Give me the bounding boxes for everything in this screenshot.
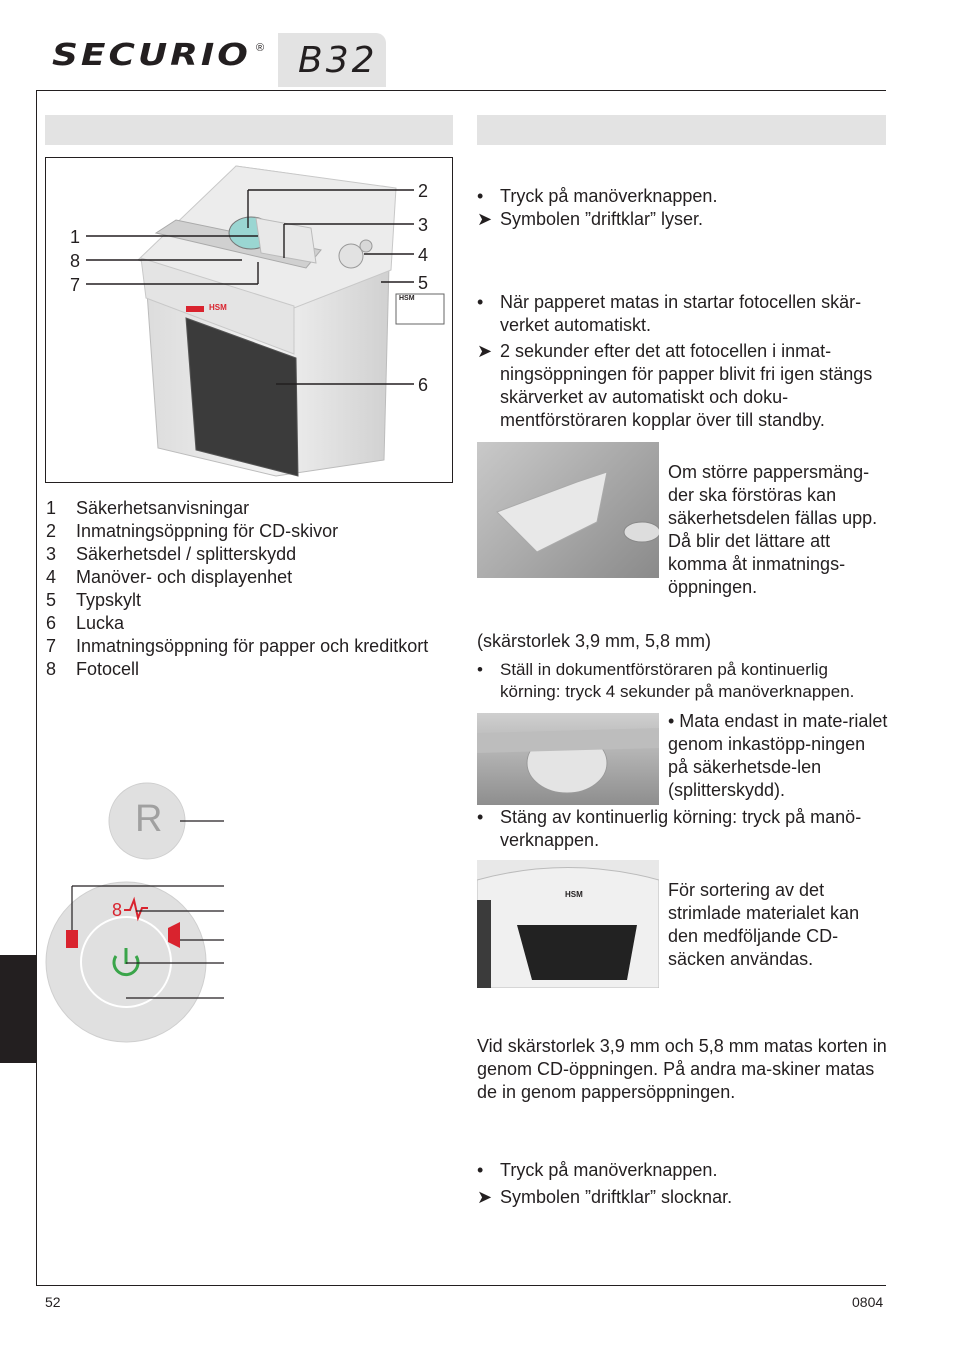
result-text: Symbolen ”driftklar” slocknar. — [500, 1187, 733, 1207]
cd-bag-photo — [477, 860, 659, 988]
step-text: Ställ in dokumentförstöraren på kontinuerlig körning: tryck 4 sekunder på manöverknappen. — [500, 660, 855, 701]
legend-item: 2 Inmatningsöppning för CD-skivor — [46, 521, 339, 541]
overload-icon: 8 — [112, 900, 123, 920]
page-number: 52 — [45, 1294, 61, 1310]
doc-code: 0804 — [852, 1294, 884, 1310]
step-text: Tryck på manöverknappen. — [500, 1160, 718, 1180]
splitter-guard-photo — [477, 713, 659, 805]
chapter-tab — [0, 955, 36, 1063]
legend-item: 6 Lucka — [46, 613, 125, 633]
cd-heading: (skärstorlek 3,9 mm, 5,8 mm) — [477, 631, 712, 651]
bottom-rule — [36, 1285, 886, 1286]
step-text: Stäng av kontinuerlig körning: tryck på manö-verknappen. — [500, 807, 862, 850]
cd-bag-illustration — [477, 860, 659, 988]
switch-off-steps: • Tryck på manöverknappen. ➤ Symbolen ”driftklar” slocknar. — [477, 1160, 733, 1207]
callout-5: 5 — [418, 273, 429, 293]
legend-item: 1 Säkerhetsanvisningar — [46, 498, 250, 518]
continuous-mode-step: • Ställ in dokumentförstöraren på kontinuerlig körning: tryck 4 sekunder på manöverknappen. — [477, 659, 887, 703]
legend-item: 4 Manöver- och displayenhet — [46, 567, 293, 587]
legend-item: 7 Inmatningsöppning för papper och kreditkort — [46, 636, 429, 656]
model-name: B32 — [298, 40, 378, 81]
machine-logo: HSM — [209, 303, 227, 312]
result-text: 2 sekunder efter det att fotocellen i inmat-ningsöppningen för papper blivit fri igen stängs skärverket av automatiskt och doku-mentförstöraren kopplar över till standby. — [500, 341, 873, 430]
legend-item: 3 Säkerhetsdel / splitterskydd — [46, 544, 297, 564]
switch-on-steps: • Tryck på manöverknappen. ➤ Symbolen ”driftklar” lyser. — [477, 186, 718, 229]
legend-item: 5 Typskylt — [46, 590, 142, 610]
result-text: Symbolen ”driftklar” lyser. — [500, 209, 704, 229]
callout-2: 2 — [418, 181, 429, 201]
safety-part-photo — [477, 442, 659, 578]
callout-6: 6 — [418, 375, 429, 395]
parts-legend — [46, 497, 428, 681]
large-amount-text: Om större pappersmäng-der ska förstöras kan säkerhetsdelen fällas upp. Då blir det lättare att komma åt inmatnings-öppningen. — [668, 462, 878, 597]
brand-logo: SECURIO — [52, 38, 251, 73]
registered-mark: ® — [256, 42, 265, 54]
step-text: När papperet matas in startar fotocellen skär-verket automatiskt. — [500, 292, 862, 335]
card-feed-text: Vid skärstorlek 3,9 mm och 5,8 mm matas korten in genom CD-öppningen. På andra ma-skiner matas de in genom pappersöppningen. — [477, 1036, 887, 1102]
feed-material-text: • Mata endast in mate-rialet genom inkastöpp-ningen på säkerhetsde-len (splitterskydd). — [668, 711, 888, 800]
step-text: Tryck på manöverknappen. — [500, 186, 718, 206]
legend-item: 8 Fotocell — [46, 659, 140, 679]
auto-start-section: • När papperet matas in startar fotocellen skär-verket automatiskt. ➤ 2 sekunder efter det att fotocellen i inmat-ningsöppningen för papper blivit fri igen stängs skärverket av automatiskt och doku-mentförstöraren kopplar över till standby. — [477, 291, 887, 432]
splitter-guard-illustration — [477, 713, 659, 805]
callout-8: 8 — [70, 251, 81, 271]
safety-part-illustration — [477, 442, 659, 578]
bin-full-icon — [66, 930, 78, 948]
type-plate-logo: HSM — [399, 295, 415, 302]
callout-3: 3 — [418, 215, 429, 235]
shredder-illustration — [46, 158, 452, 482]
callout-4: 4 — [418, 245, 429, 265]
left-heading-bar — [45, 115, 453, 145]
continuous-off-step: • Stäng av kontinuerlig körning: tryck på manö-verknappen. — [477, 806, 887, 852]
cd-bag-photo-logo: HSM — [565, 890, 583, 899]
callout-7: 7 — [70, 275, 81, 295]
shredder-figure — [45, 157, 453, 483]
reverse-label: R — [135, 798, 163, 840]
right-heading-bar — [477, 115, 886, 145]
left-rule — [36, 90, 37, 1286]
top-rule — [36, 90, 886, 91]
callout-1: 1 — [70, 227, 81, 247]
sorting-text: För sortering av det strimlade materialet kan den medföljande CD-säcken användas. — [668, 880, 860, 969]
